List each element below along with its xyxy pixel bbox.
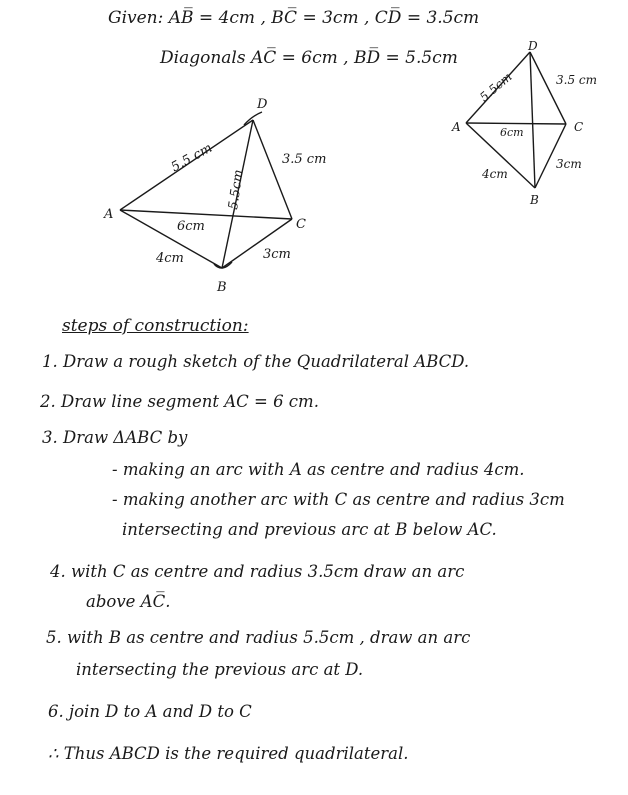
step-6: 6. join D to A and D to C xyxy=(48,702,252,721)
sketch-side-dc xyxy=(530,52,566,124)
sketch-diagonal-ac xyxy=(466,123,566,124)
sketch-label-dc: 3.5 cm xyxy=(556,73,597,87)
label-ad: 5.5 cm xyxy=(168,140,215,176)
label-bc: 3cm xyxy=(263,247,291,262)
side-dc xyxy=(253,120,292,219)
sketch-label-ab: 4cm xyxy=(482,167,508,181)
step-5-cont: intersecting the previous arc at D. xyxy=(76,660,364,679)
sketch-diagonal-bd xyxy=(530,52,535,188)
sketch-label-ac: 6cm xyxy=(500,126,524,139)
rough-sketch-figure xyxy=(440,38,620,210)
step-1: 1. Draw a rough sketch of the Quadrilateral ABCD. xyxy=(42,352,470,371)
sketch-side-bc xyxy=(535,124,566,188)
given-line: Given: AB̅ = 4cm , BC̅ = 3cm , CD̅ = 3.5cm xyxy=(108,8,480,28)
label-bd: 5.5cm xyxy=(226,168,247,211)
diagonals-line: Diagonals AC̅ = 6cm , BD̅ = 5.5cm xyxy=(160,48,458,68)
step-3-sub-1: - making an arc with A as centre and radius 4cm. xyxy=(112,460,525,479)
vertex-d-label: D xyxy=(257,97,268,112)
sketch-vertex-c-label: C xyxy=(574,120,584,134)
step-3-sub-3: intersecting and previous arc at B below AC. xyxy=(122,520,497,539)
vertex-c-label: C xyxy=(296,217,306,232)
step-4: 4. with C as centre and radius 3.5cm draw an arc xyxy=(50,562,465,581)
label-dc: 3.5 cm xyxy=(282,152,327,167)
diagonal-ac xyxy=(120,210,292,219)
sketch-vertex-b-label: B xyxy=(530,193,539,207)
label-ac: 6cm xyxy=(177,219,205,234)
vertex-b-label: B xyxy=(217,280,227,295)
step-2: 2. Draw line segment AC = 6 cm. xyxy=(40,392,319,411)
vertex-a-label: A xyxy=(104,207,114,222)
step-4-cont: above AC̅. xyxy=(86,592,171,611)
step-3: 3. Draw ΔABC by xyxy=(42,428,188,447)
steps-heading: steps of construction: xyxy=(62,316,249,336)
sketch-vertex-a-label: A xyxy=(452,120,461,134)
sketch-label-ad: 5.5cm xyxy=(477,69,515,105)
sketch-label-bc: 3cm xyxy=(556,157,582,171)
sketch-vertex-d-label: D xyxy=(528,39,538,53)
conclusion: ∴ Thus ABCD is the required quadrilateral. xyxy=(48,744,409,763)
step-5: 5. with B as centre and radius 5.5cm , draw an arc xyxy=(46,628,471,647)
label-ab: 4cm xyxy=(156,251,184,266)
step-3-sub-2: - making another arc with C as centre and radius 3cm xyxy=(112,490,565,509)
main-construction-figure xyxy=(0,85,327,300)
